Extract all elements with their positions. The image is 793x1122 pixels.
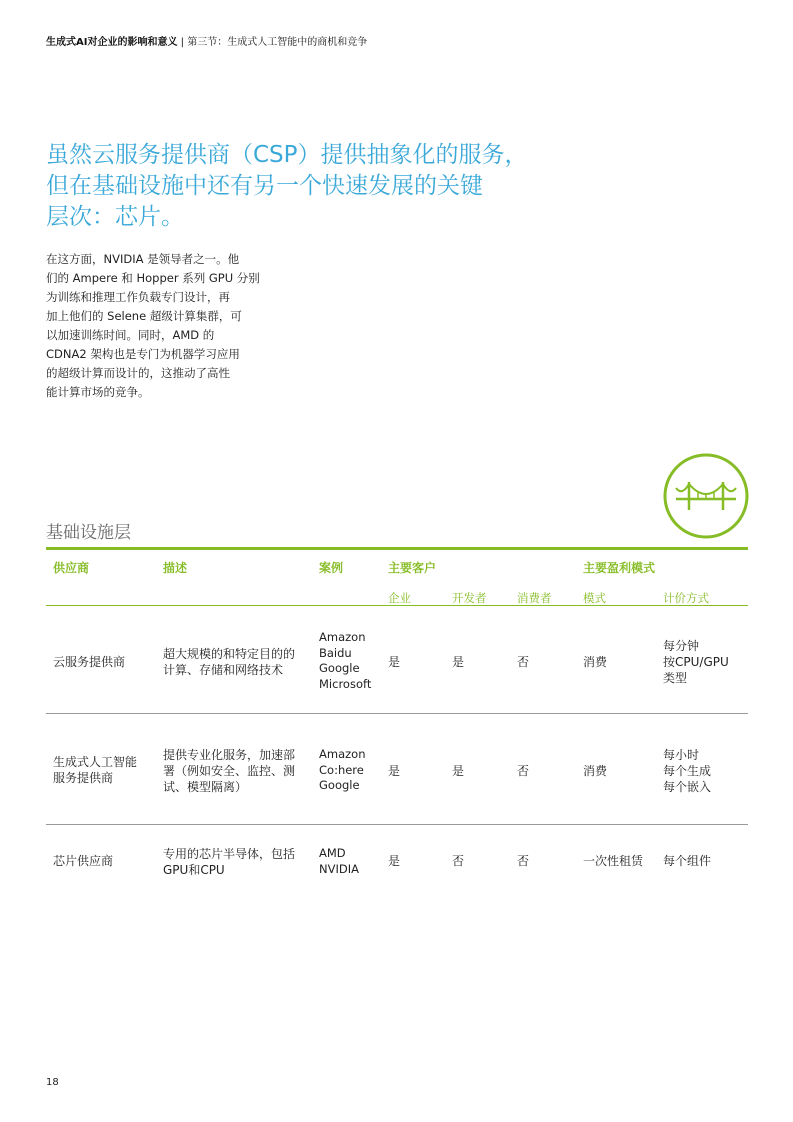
header-customers: 主要客户 xyxy=(388,561,437,575)
cell-model: 消费 xyxy=(583,655,608,669)
headline-line: 虽然云服务提供商（CSP）提供抽象化的服务， xyxy=(46,142,528,168)
header-provider: 供应商 xyxy=(53,561,90,575)
cell-line: GPU和CPU xyxy=(163,863,225,877)
cell-description xyxy=(163,747,295,795)
subheader-pricing: 计价方式 xyxy=(663,591,709,605)
cell-line: Co:here xyxy=(319,762,364,777)
cell-line: 提供专业化服务，加速部 xyxy=(163,748,296,762)
cell-developer: 是 xyxy=(452,655,465,669)
header-description: 描述 xyxy=(163,561,188,575)
cell-line: 类型 xyxy=(663,671,688,685)
cell-line: Amazon xyxy=(319,630,366,644)
cell-line: Amazon xyxy=(319,747,366,761)
row-divider xyxy=(46,713,748,714)
cell-line: 每小时 xyxy=(663,748,700,762)
cell-line: Baidu xyxy=(319,645,352,660)
body-line: 的超级计算而设计的，这推动了高性 xyxy=(46,366,230,380)
headline-line: 层次：芯片。 xyxy=(46,204,184,230)
cell-line: Microsoft xyxy=(319,676,372,691)
subheader-model: 模式 xyxy=(583,591,606,605)
cell-line: Google xyxy=(319,661,360,675)
cell-description xyxy=(163,646,295,678)
body-line: 们的 Ampere 和 Hopper 系列 GPU 分别 xyxy=(46,271,260,285)
table-title: 基础设施层 xyxy=(46,523,131,543)
cell-consumer: 否 xyxy=(517,655,530,669)
subheader-enterprise: 企业 xyxy=(388,591,411,605)
cell-line: 试、模型隔离） xyxy=(163,780,248,794)
page-number: 18 xyxy=(46,1077,59,1088)
cell-consumer: 否 xyxy=(517,764,530,778)
cell-line: 每个组件 xyxy=(663,854,712,868)
cell-pricing xyxy=(663,853,711,869)
table-top-rule xyxy=(46,547,748,550)
body-line: 加上他们的 Selene 超级计算集群，可 xyxy=(46,309,242,323)
header-section-title: 第三节：生成式人工智能中的商机和竞争 xyxy=(187,37,368,48)
cell-line: 每个生成 xyxy=(663,764,712,778)
running-header xyxy=(46,33,367,48)
header-revenue: 主要盈利模式 xyxy=(583,561,656,575)
cell-line: 芯片供应商 xyxy=(53,854,114,868)
headline-line: 但在基础设施中还有另一个快速发展的关键 xyxy=(46,173,483,199)
cell-developer: 是 xyxy=(452,764,465,778)
header-separator: | xyxy=(180,37,185,48)
body-line: 在这方面，NVIDIA 是领导者之一。他 xyxy=(46,252,240,266)
pull-quote-headline xyxy=(46,140,566,233)
cell-enterprise: 是 xyxy=(388,854,401,868)
cell-line: 云服务提供商 xyxy=(53,655,126,669)
cell-pricing xyxy=(663,747,711,795)
body-paragraph xyxy=(46,250,271,402)
cell-line: 计算、存储和网络技术 xyxy=(163,663,284,677)
body-line: 以加速训练时间。同时，AMD 的 xyxy=(46,328,215,342)
body-line: 能计算市场的竞争。 xyxy=(46,385,150,399)
cell-model: 消费 xyxy=(583,764,608,778)
bridge-icon xyxy=(662,452,750,540)
cell-provider xyxy=(53,654,125,670)
cell-line: 专用的芯片半导体，包括 xyxy=(163,847,296,861)
cell-examples xyxy=(319,747,365,794)
cell-line: 每分钟 xyxy=(663,639,700,653)
subheader-rule xyxy=(46,605,748,606)
cell-line: 服务提供商 xyxy=(53,771,114,785)
cell-pricing xyxy=(663,638,729,686)
cell-provider xyxy=(53,754,137,786)
cell-consumer: 否 xyxy=(517,854,530,868)
row-divider xyxy=(46,824,748,825)
cell-examples xyxy=(319,630,371,692)
cell-provider xyxy=(53,853,113,869)
header-examples: 案例 xyxy=(319,561,344,575)
cell-line: 超大规模的和特定目的的 xyxy=(163,647,296,661)
body-line: CDNA2 架构也是专门为机器学习应用 xyxy=(46,347,240,361)
cell-description xyxy=(163,846,295,878)
cell-line: NVIDIA xyxy=(319,861,359,876)
cell-line: AMD xyxy=(319,846,346,860)
cell-line: 生成式人工智能 xyxy=(53,755,138,769)
cell-line: 署（例如安全、监控、测 xyxy=(163,764,296,778)
cell-line: Google xyxy=(319,778,360,792)
cell-model: 一次性租赁 xyxy=(583,854,644,868)
header-report-title: 生成式AI对企业的影响和意义 xyxy=(46,37,178,48)
subheader-developer: 开发者 xyxy=(452,591,487,605)
cell-developer: 否 xyxy=(452,854,465,868)
cell-enterprise: 是 xyxy=(388,655,401,669)
cell-line: 每个嵌入 xyxy=(663,780,712,794)
body-line: 为训练和推理工作负载专门设计，再 xyxy=(46,290,230,304)
cell-line: 按CPU/GPU xyxy=(663,655,729,669)
cell-examples xyxy=(319,846,359,877)
subheader-consumer: 消费者 xyxy=(517,591,552,605)
cell-enterprise: 是 xyxy=(388,764,401,778)
